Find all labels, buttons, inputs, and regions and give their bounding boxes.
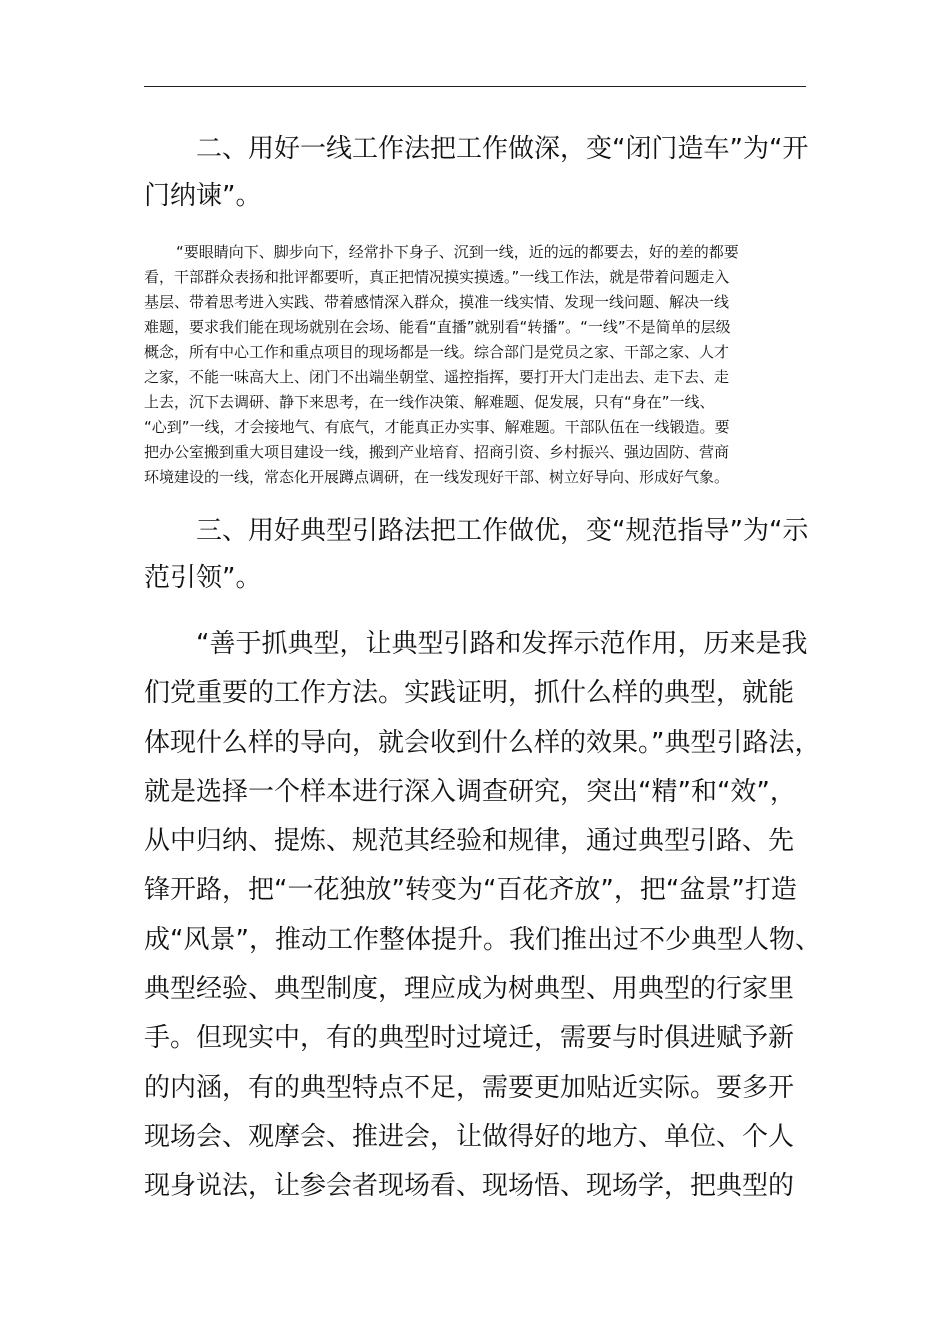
body-line: 难题，要求我们能在现场就别在会场、能看“直播”就别看“转播”。“一线”不是简单的层级 [144,318,731,336]
body-line: 把办公室搬到重大项目建设一线，搬到产业培育、招商引资、乡村振兴、强边固防、营商 [144,443,730,461]
body-line: 上去，沉下去调研、静下来思考，在一线作决策、解难题、促发展，只有“身在”一线、 [144,393,715,411]
body-line: 就是选择一个样本进行深入调查研究，突出“精”和“效”， [144,776,796,807]
heading-line: 门纳谏”。 [144,181,262,211]
body-line: 现场会、观摩会、推进会，让做得好的地方、单位、个人 [144,1121,795,1152]
body-line: 手。但现实中，有的典型时过境迁，需要与时俱进赋予新 [144,1023,795,1054]
body-line: 锋开路，把“一花独放”转变为“百花齐放”，把“盆景”打造 [144,875,797,906]
body-line: 的内涵，有的典型特点不足，需要更加贴近实际。要多开 [144,1072,795,1103]
heading-line: 三、用好典型引路法把工作做优，变“规范指导”为“示 [196,516,809,546]
body-line: 之家，不能一味高大上、闭门不出端坐朝堂、遥控指挥，要打开大门走出去、走下去、走 [144,368,730,386]
body-line: 看，干部群众表扬和批评都要听，真正把情况摸实摸透。”一线工作法，就是带着问题走入 [144,268,730,286]
body-line: “善于抓典型，让典型引路和发挥示范作用，历来是我 [196,629,808,659]
section3-body [144,620,821,1212]
body-line: 成“风景”，推动工作整体提升。我们推出过不少典型人物、 [144,924,821,955]
body-line: 们党重要的工作方法。实践证明，抓什么样的典型，就能 [144,678,795,709]
body-line: “要眼睛向下、脚步向下，经常扑下身子、沉到一线，近的远的都要去，好的差的都要 [176,243,739,261]
body-line: 现身说法，让参会者现场看、现场悟、现场学，把典型的 [144,1171,795,1202]
section3-heading [144,508,809,602]
body-line: 概念，所有中心工作和重点项目的现场都是一线。综合部门是党员之家、干部之家、人才 [144,343,730,361]
section2-heading [144,126,809,220]
header-rule [144,86,806,87]
body-line: 从中归纳、提炼、规范其经验和规律，通过典型引路、先 [144,826,795,857]
body-line: 环境建设的一线，常态化开展蹲点调研，在一线发现好干部、树立好导向、形成好气象。 [144,468,730,486]
heading-line: 二、用好一线工作法把工作做深，变“闭门造车”为“开 [196,134,809,164]
section2-body [144,240,809,490]
body-line: “心到”一线，才会接地气、有底气，才能真正办实事、解难题。干部队伍在一线锻造。要 [144,418,730,436]
heading-line: 范引领”。 [144,563,262,593]
body-line: 典型经验、典型制度，理应成为树典型、用典型的行家里 [144,974,795,1005]
body-line: 体现什么样的导向，就会收到什么样的效果。”典型引路法， [144,727,821,758]
body-line: 基层、带着思考进入实践、带着感情深入群众，摸准一线实情、发现一线问题、解决一线 [144,293,730,311]
